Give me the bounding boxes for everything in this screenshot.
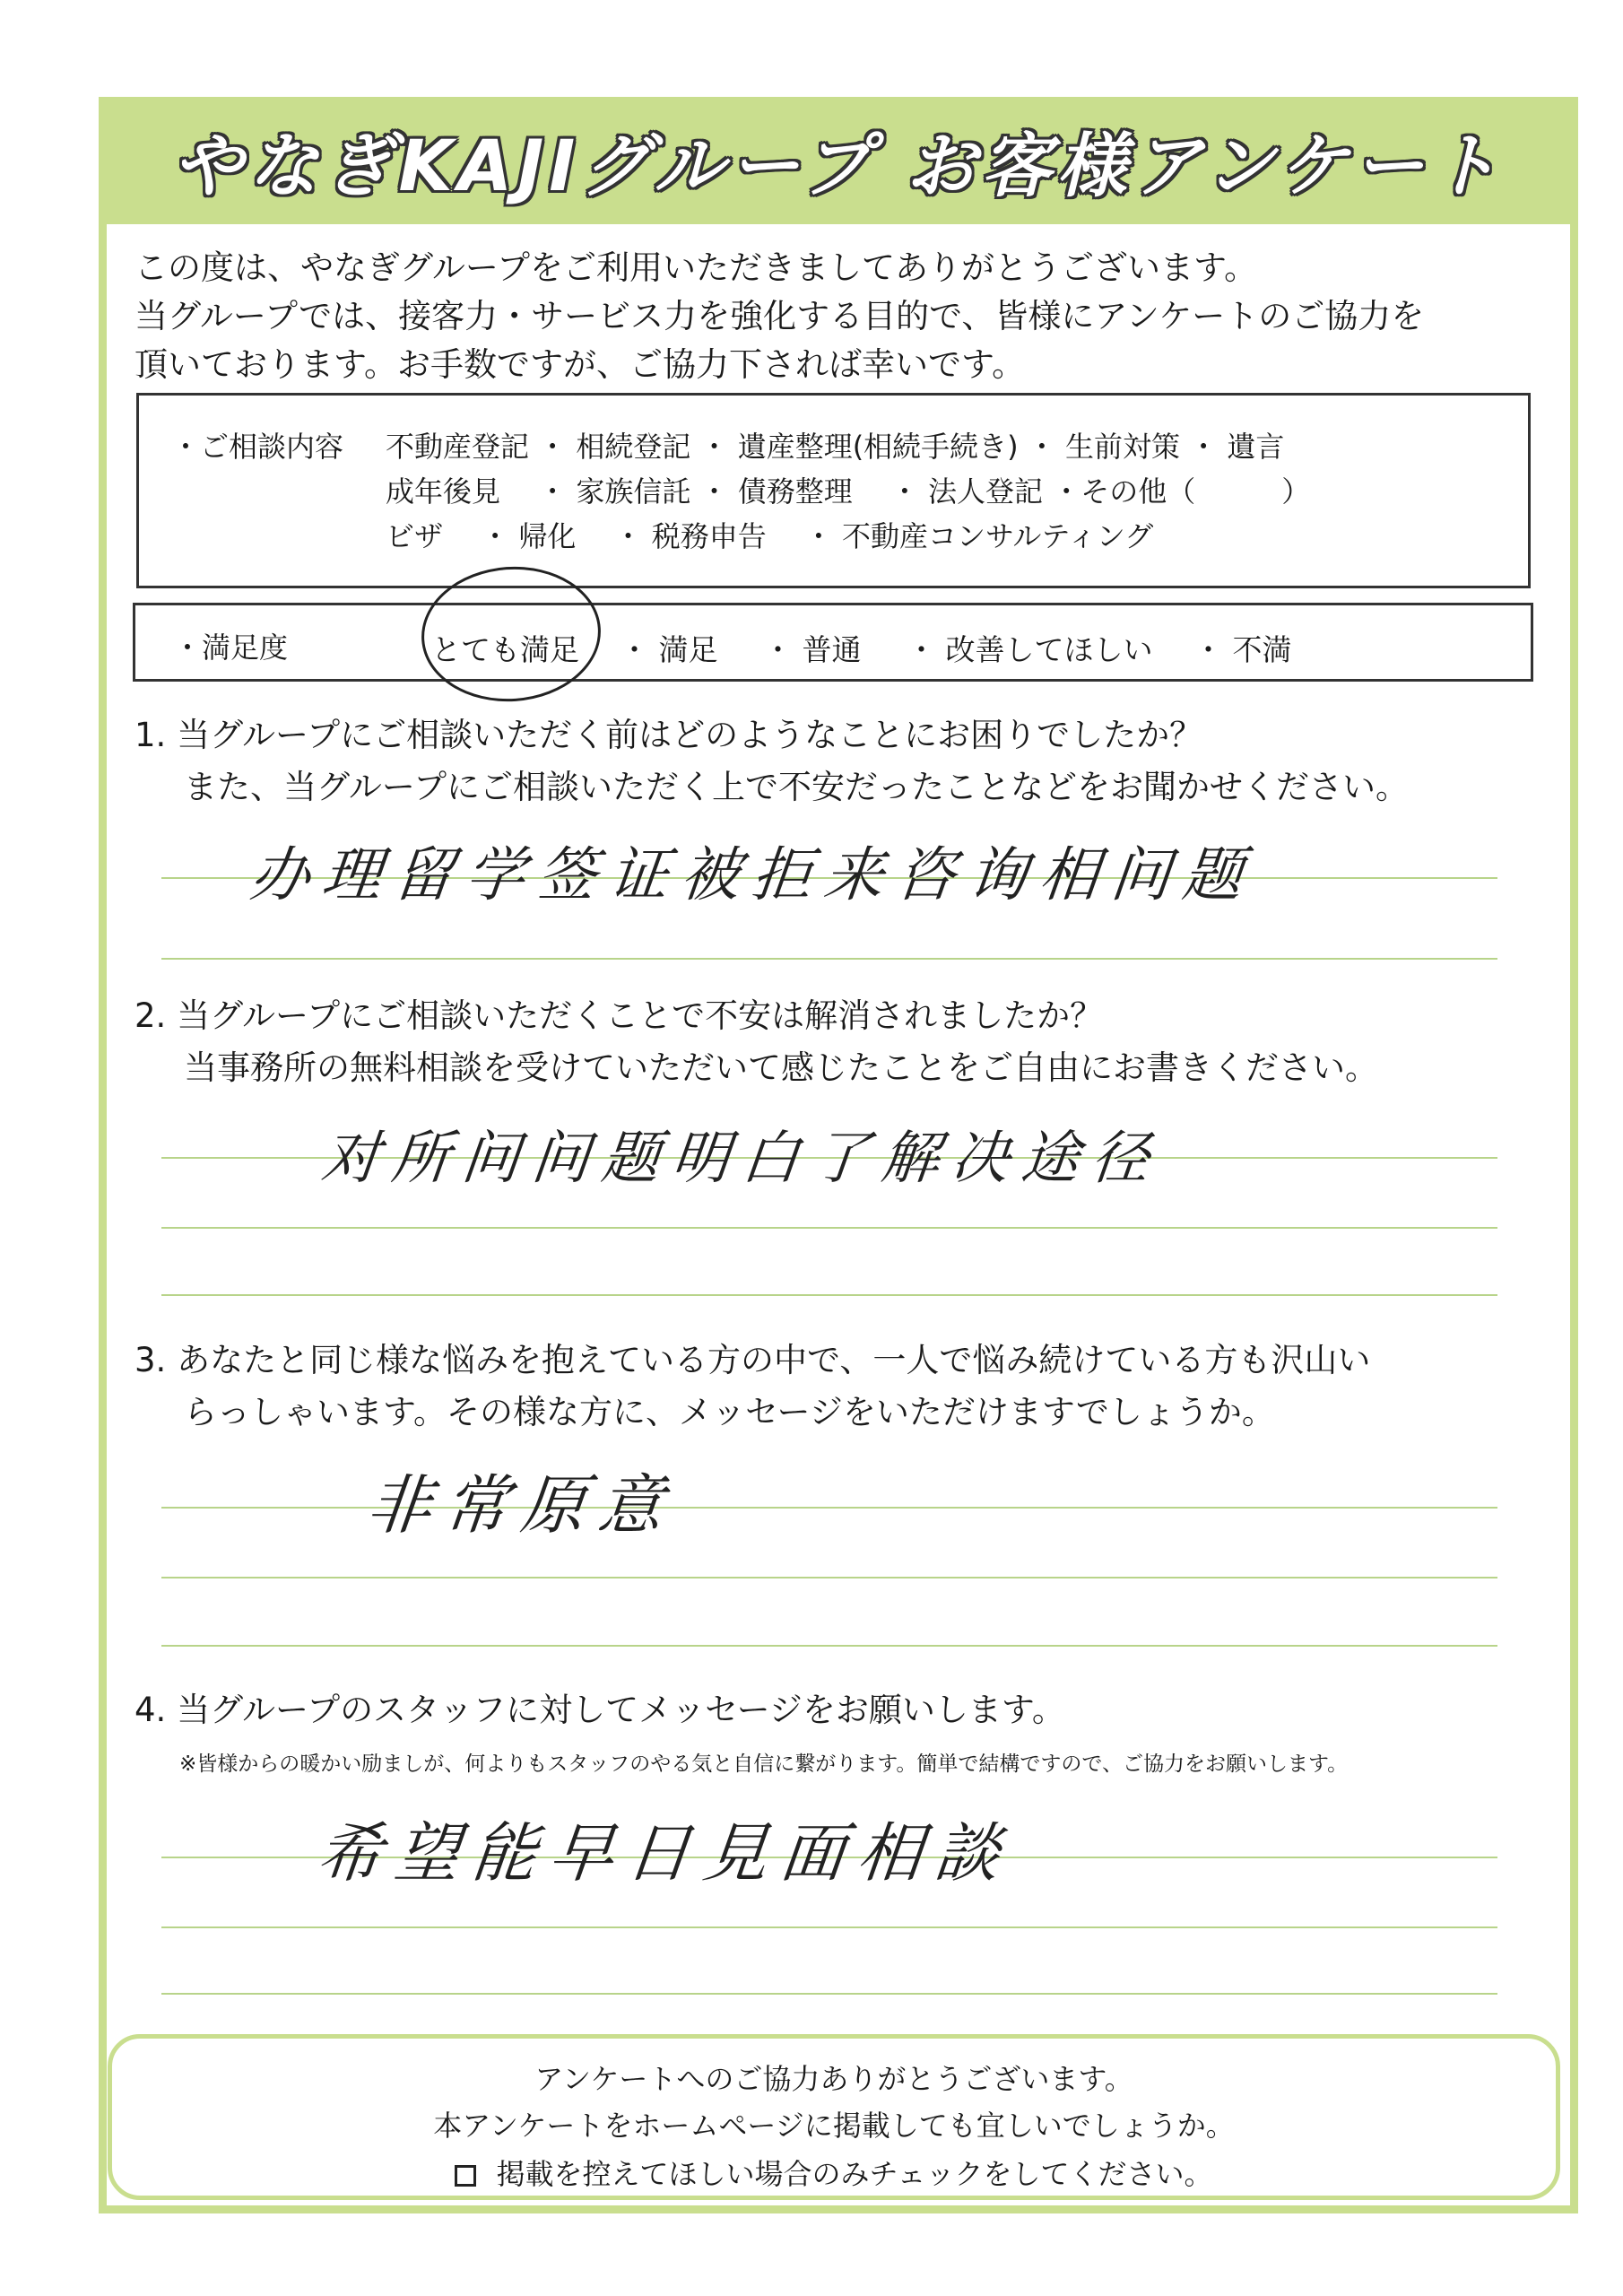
footer-check-row bbox=[112, 2152, 1556, 2193]
question-4-answer[interactable]: 希望能早日見面相談 bbox=[313, 1815, 1016, 1891]
footer-box bbox=[108, 2034, 1560, 2200]
satisfaction-option-satisfied[interactable]: ・ 満足 bbox=[620, 632, 718, 667]
intro-line-2: 当グループでは、接客力・サービス力を強化する目的で、皆様にアンケートのご協力を bbox=[135, 297, 1425, 335]
publish-opt-out-checkbox[interactable] bbox=[455, 2165, 476, 2187]
answer-line bbox=[161, 1294, 1497, 1296]
answer-line bbox=[161, 1926, 1497, 1928]
satisfaction-option-improve[interactable]: ・ 改善してほしい bbox=[907, 632, 1153, 667]
question-2-line-1: 2. 当グループにご相談いただくことで不安は解消されましたか？ bbox=[135, 996, 1104, 1035]
intro-text bbox=[135, 244, 1533, 389]
question-4-line-1: 4. 当グループのスタッフに対してメッセージをお願いします。 bbox=[135, 1691, 1065, 1729]
title-banner bbox=[99, 97, 1578, 224]
question-3-line-1: 3. あなたと同じ様な悩みを抱えている方の中で、一人で悩み続けている方も沢山い bbox=[135, 1341, 1371, 1379]
question-4-note: ※皆様からの暖かい励ましが、何よりもスタッフのやる気と自信に繋がります。簡単で結構ですので、ご協力をお願いします。 bbox=[179, 1752, 1349, 1776]
satisfaction-option-normal[interactable]: ・ 普通 bbox=[763, 632, 862, 667]
footer-check-label: 掲載を控えてほしい場合のみチェックをしてください。 bbox=[496, 2157, 1213, 2191]
answer-line bbox=[161, 1507, 1497, 1509]
question-1-line-1: 1. 当グループにご相談いただく前はどのようなことにお困りでしたか？ bbox=[135, 716, 1203, 754]
consultation-box bbox=[136, 393, 1531, 588]
answer-line bbox=[161, 1577, 1497, 1578]
question-1-answer[interactable]: 办理留学签证被拒来咨询相问题 bbox=[247, 840, 1259, 909]
answer-line bbox=[161, 1645, 1497, 1647]
answer-line bbox=[161, 958, 1497, 960]
intro-line-3: 頂いております。お手数ですが、ご協力下されば幸いです。 bbox=[135, 345, 1026, 384]
question-1-line-2: また、当グループにご相談いただく上で不安だったことなどをお聞かせください。 bbox=[184, 768, 1410, 806]
consultation-label: ・ご相談内容 bbox=[171, 430, 344, 464]
footer-publish-question: 本アンケートをホームページに掲載しても宜しいでしょうか。 bbox=[433, 2109, 1235, 2143]
question-3-line-2: らっしゃいます。その様な方に、メッセージをいただけますでしょうか。 bbox=[184, 1393, 1275, 1431]
consultation-row-2[interactable]: 成年後見 ・ 家族信託 ・ 債務整理 ・ 法人登記 ・その他（ ） bbox=[386, 474, 1311, 509]
question-2-line-2: 当事務所の無料相談を受けていただいて感じたことをご自由にお書きください。 bbox=[184, 1048, 1378, 1087]
question-2-answer[interactable]: 对所问问题明白了解决途径 bbox=[318, 1126, 1166, 1192]
answer-line bbox=[161, 1993, 1497, 1995]
page-title: やなぎKAJIグループ お客様アンケート bbox=[172, 126, 1505, 207]
satisfaction-box bbox=[133, 603, 1533, 682]
footer-thanks: アンケートへのご協力ありがとうございます。 bbox=[534, 2062, 1133, 2096]
satisfaction-option-unsatisfied[interactable]: ・ 不満 bbox=[1193, 632, 1292, 667]
answer-line bbox=[161, 1227, 1497, 1229]
satisfaction-option-very-satisfied[interactable]: とても満足 bbox=[431, 632, 579, 667]
satisfaction-label: ・満足度 bbox=[173, 631, 289, 665]
consultation-row-3[interactable]: ビザ ・ 帰化 ・ 税務申告 ・ 不動産コンサルティング bbox=[386, 519, 1154, 553]
question-3-answer[interactable]: 非常原意 bbox=[362, 1467, 680, 1543]
consultation-row-1[interactable]: 不動産登記 ・ 相続登記 ・ 遺産整理(相続手続き) ・ 生前対策 ・ 遺言 bbox=[386, 430, 1285, 464]
intro-line-1: この度は、やなぎグループをご利用いただきましてありがとうございます。 bbox=[135, 248, 1258, 287]
